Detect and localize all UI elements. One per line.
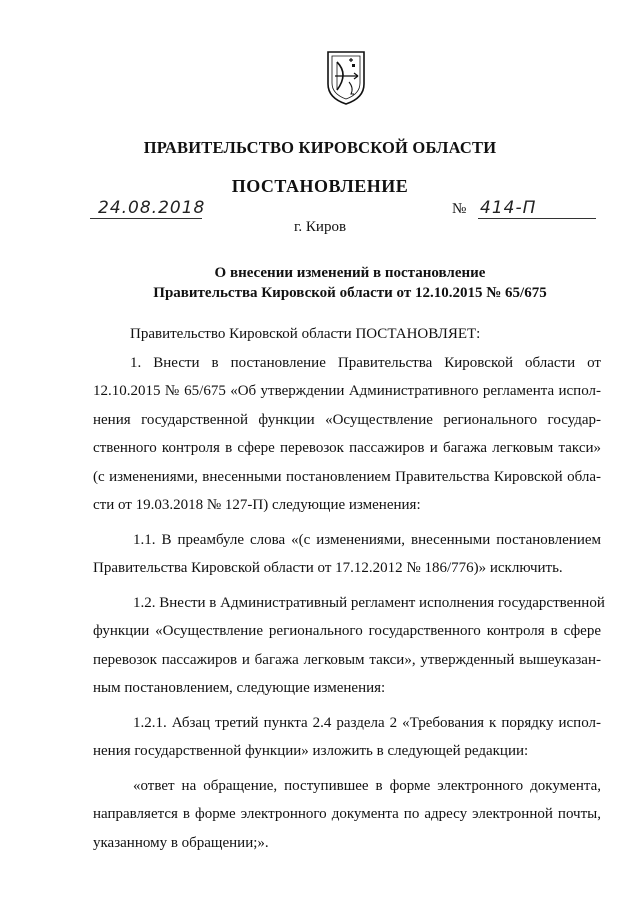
body-line: Правительство Кировской области ПОСТАНОВЛЯЕТ: [130,326,481,342]
body-line: 12.10.2015 № 65/675 «Об утверждении Административного регламента испол- [93,383,601,399]
body-line: нения государственной функции «Осуществление регионального государ- [93,411,601,428]
body-line: направляется в форме электронного документа по адресу электронной почты, [93,806,601,822]
body-line: указанному в обращении;». [93,834,269,851]
subject-line: Правительства Кировской области от 12.10.2015 № 65/675 [153,285,547,301]
document-number: 414-П [480,198,537,218]
organization-title: ПРАВИТЕЛЬСТВО КИРОВСКОЙ ОБЛАСТИ [143,138,497,157]
document-subject [60,263,640,303]
number-label: № [452,201,467,217]
body-line: нения государственной функции» изложить в следующей редакции: [93,743,529,759]
coat-of-arms-icon [325,50,367,106]
body-line: 1.2.1. Абзац третий пункта 2.4 раздела 2 «Требования к порядку испол- [133,714,601,731]
body-line: функции «Осуществление регионального государственного контроля в сфере [93,623,601,639]
body-line: перевозок пассажиров и багажа легковым такси», утвержденный вышеуказан- [93,651,601,668]
body-line: ным постановлением, следующие изменения: [93,680,386,696]
body-line: 1.2. Внести в Административный регламент исполнения государственной [133,594,605,611]
body-line: «ответ на обращение, поступившее в форме электронного документа, [133,777,601,794]
body-line: сти от 19.03.2018 № 127-П) следующие изменения: [93,497,421,513]
city-label: г. Киров [293,219,347,235]
subject-line: О внесении изменений в постановление [214,265,486,281]
body-line: (с изменениями, внесенными постановлением Правительства Кировской обла- [93,468,601,485]
document-type-title: ПОСТАНОВЛЕНИЕ [231,176,409,196]
body-line: Правительства Кировской области от 17.12.2012 № 186/776)» исключить. [93,560,563,576]
body-line: 1.1. В преамбуле слова «(с изменениями, внесенными постановлением [133,531,601,548]
body-line: 1. Внести в постановление Правительства Кировской области от [130,354,601,371]
document-date: 24.08.2018 [98,198,206,218]
document-body [93,320,605,857]
body-line: ственного контроля в сфере перевозок пассажиров и багажа легковым такси» [93,440,601,456]
